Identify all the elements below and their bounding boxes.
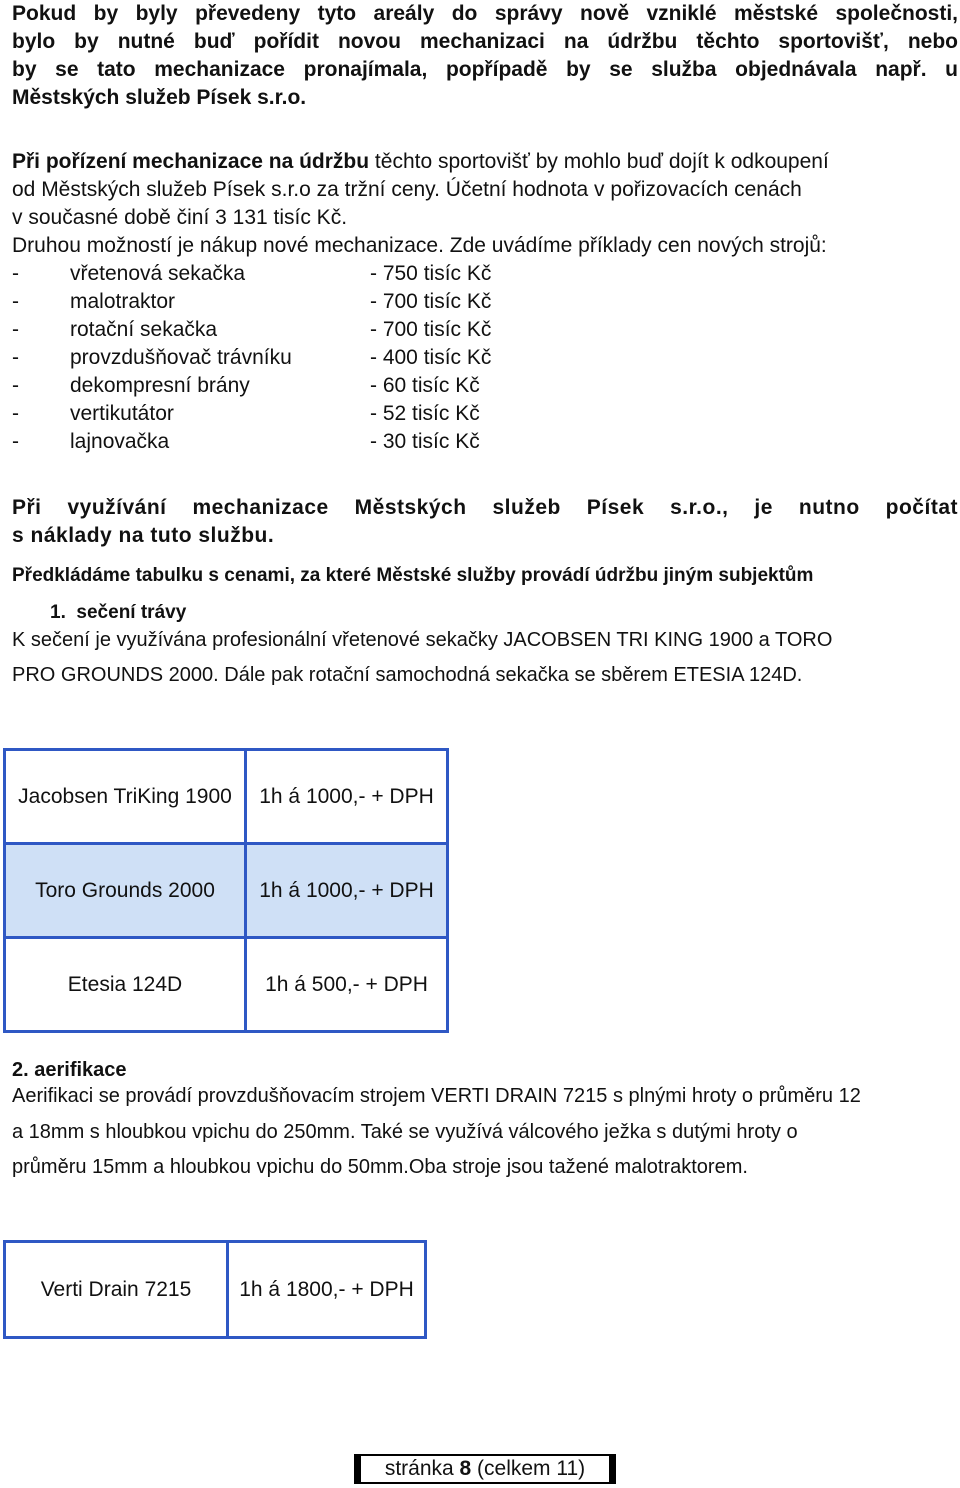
purchase-line-1 — [12, 148, 829, 176]
machine-price: - 52 tisíc Kč — [370, 402, 480, 425]
machine-price: - 700 tisíc Kč — [370, 290, 492, 313]
machine-name: rotační sekačka — [70, 318, 218, 341]
section-title: sečení trávy — [76, 602, 187, 623]
machine-name: vřetenová sekačka — [70, 262, 246, 285]
table-row — [5, 750, 448, 844]
machine-name: provzdušňovač trávníku — [70, 346, 292, 369]
machine-price: - 700 tisíc Kč — [370, 318, 492, 341]
table-row — [5, 1242, 426, 1338]
table-cell-price: 1h á 500,- + DPH — [246, 938, 448, 1032]
table-cell-machine: Jacobsen TriKing 1900 — [5, 750, 246, 844]
section-text: Aerifikaci se provádí provzdušňovacím strojem VERTI DRAIN 7215 s plnými hroty o průměru 12 — [12, 1085, 861, 1107]
list-dash: - — [12, 346, 19, 369]
purchase-line: Druhou možností je nákup nové mechanizace. Zde uvádíme příklady cen nových strojů: — [12, 234, 827, 257]
purchase-bold-lead: Při pořízení mechanizace na údržbu — [12, 150, 370, 173]
machine-price: - 60 tisíc Kč — [370, 374, 480, 397]
table-cell-price: 1h á 1000,- + DPH — [246, 750, 448, 844]
section-text: K sečení je využívána profesionální vřetenové sekačky JACOBSEN TRI KING 1900 a TORO — [12, 629, 833, 651]
table-cell-machine: Toro Grounds 2000 — [5, 844, 246, 938]
page-prefix: stránka — [384, 1457, 460, 1480]
machine-name: vertikutátor — [70, 402, 174, 425]
machine-price: - 400 tisíc Kč — [370, 346, 492, 369]
services-line: Při využívání mechanizace Městských služeb Písek s.r.o., je nutno počítat — [12, 496, 958, 519]
table-cell-machine: Verti Drain 7215 — [5, 1242, 228, 1338]
section-number: 1. — [50, 602, 66, 623]
list-dash: - — [12, 318, 19, 341]
machine-price: - 30 tisíc Kč — [370, 430, 480, 453]
list-dash: - — [12, 290, 19, 313]
machine-name: lajnovačka — [70, 430, 170, 453]
intro-line: by se tato mechanizace pronajímala, popřípadě by se služba objednávala např. u — [12, 58, 958, 81]
section-text: PRO GROUNDS 2000. Dále pak rotační samochodná sekačka se sběrem ETESIA 124D. — [12, 664, 803, 686]
list-dash: - — [12, 430, 19, 453]
intro-line: Městských služeb Písek s.r.o. — [12, 86, 307, 109]
section-text: průměru 15mm a hloubkou vpichu do 50mm.Oba stroje jsou tažené malotraktorem. — [12, 1156, 748, 1178]
purchase-line: v současné době činí 3 131 tisíc Kč. — [12, 206, 348, 229]
table-row — [5, 938, 448, 1032]
page-number: 8 — [459, 1457, 472, 1480]
section-heading: 2. aerifikace — [12, 1059, 127, 1081]
aeration-price-table — [3, 1240, 427, 1339]
purchase-line-rest: těchto sportovišť by mohlo buď dojít k odkoupení — [369, 150, 829, 173]
table-cell-machine: Etesia 124D — [5, 938, 246, 1032]
section-text: a 18mm s hloubkou vpichu do 250mm. Také se využívá válcového ježka s dutými hroty o — [12, 1121, 798, 1143]
page-suffix: (celkem 11) — [471, 1457, 586, 1480]
mowing-price-table — [3, 748, 449, 1033]
table-cell-price: 1h á 1000,- + DPH — [246, 844, 448, 938]
list-dash: - — [12, 262, 19, 285]
section-heading — [50, 600, 186, 626]
services-line: s náklady na tuto službu. — [12, 524, 275, 547]
table-row — [5, 844, 448, 938]
intro-line: bylo by nutné buď pořídit novou mechanizaci na údržbu těchto sportovišť, nebo — [12, 30, 958, 53]
page-indicator — [354, 1454, 616, 1484]
table-intro: Předkládáme tabulku s cenami, za které Městské služby provádí údržbu jiným subjektům — [12, 565, 814, 586]
list-dash: - — [12, 374, 19, 397]
intro-line: Pokud by byly převedeny tyto areály do správy nově vzniklé městské společnosti, — [12, 2, 958, 25]
table-cell-price: 1h á 1800,- + DPH — [228, 1242, 426, 1338]
machine-price: - 750 tisíc Kč — [370, 262, 492, 285]
list-dash: - — [12, 402, 19, 425]
machine-name: malotraktor — [70, 290, 176, 313]
purchase-line: od Městských služeb Písek s.r.o za tržní ceny. Účetní hodnota v pořizovacích cenách — [12, 178, 802, 201]
machine-name: dekompresní brány — [70, 374, 250, 397]
